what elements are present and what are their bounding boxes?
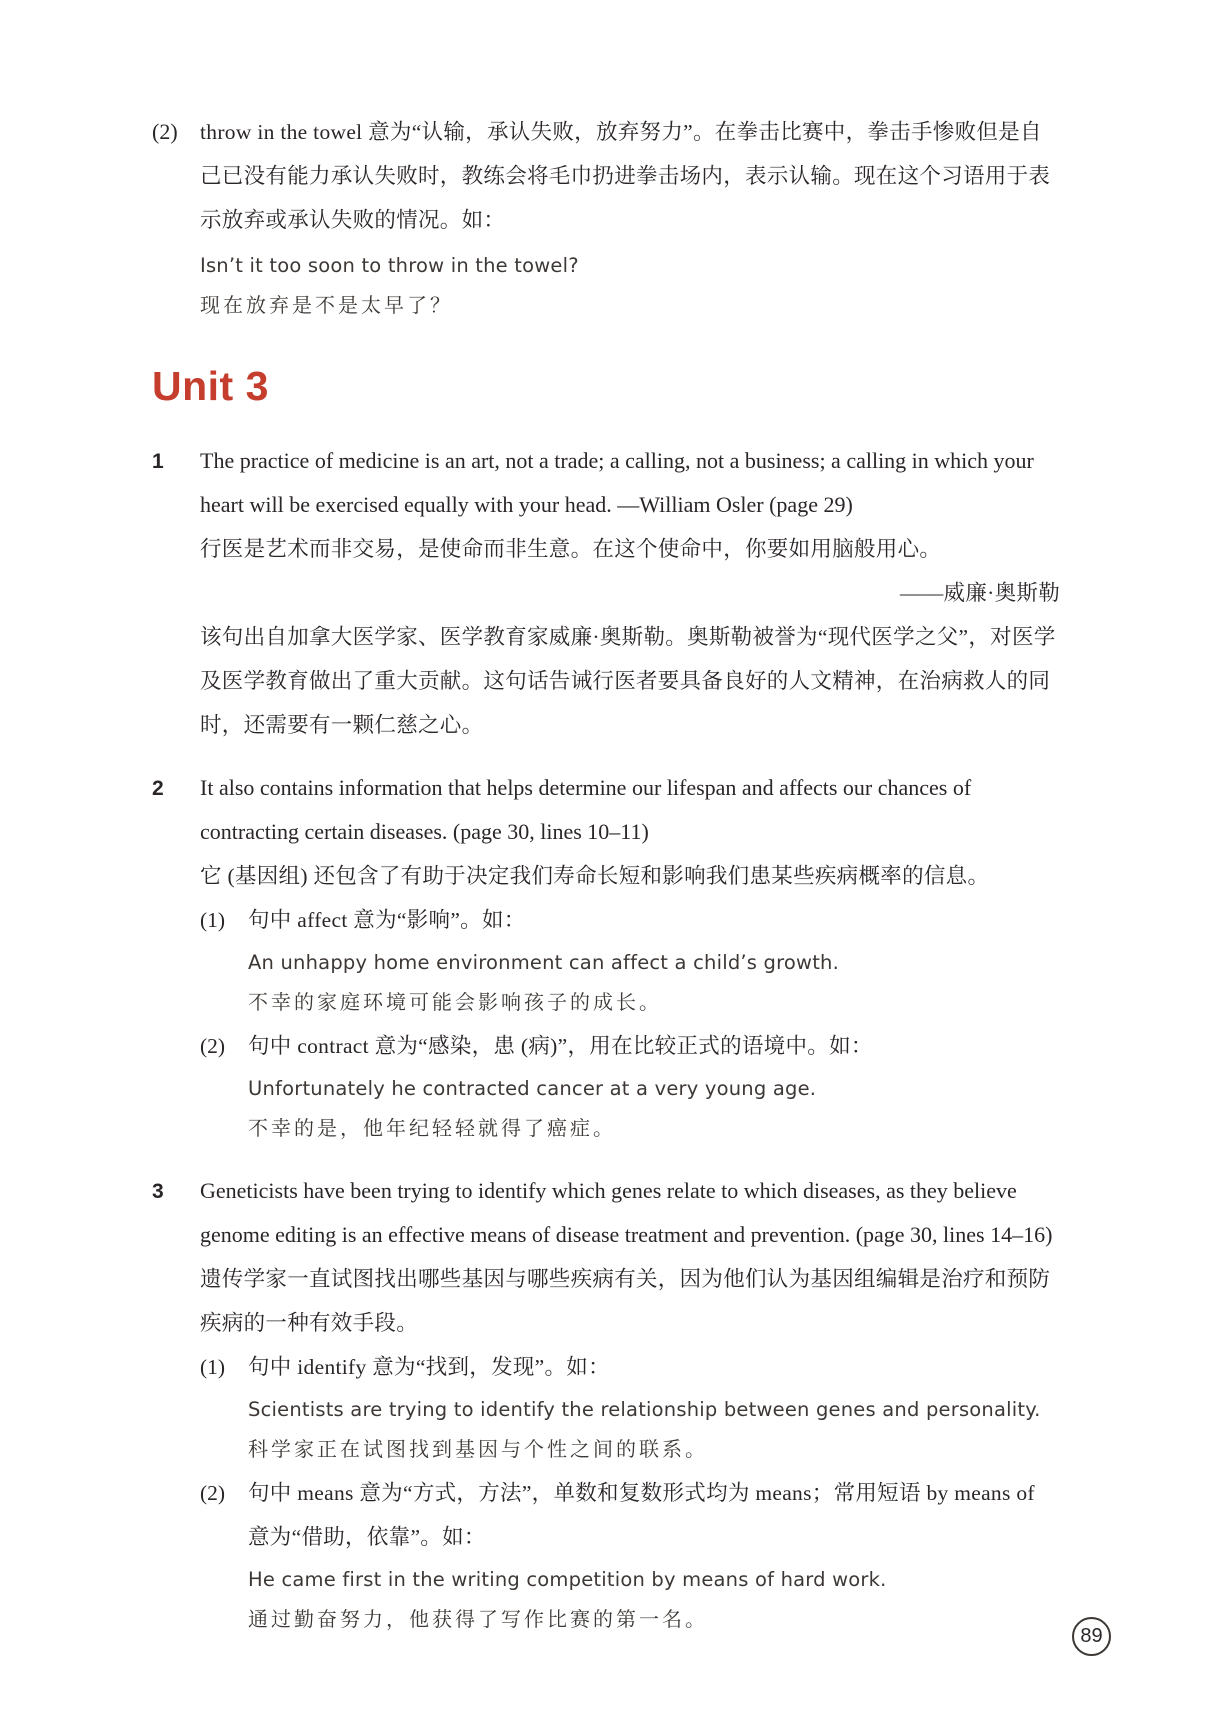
subitem-body bbox=[248, 898, 1060, 1024]
example-sentence-en: Scientists are trying to identify the relationship between genes and personality. bbox=[248, 1398, 1041, 1421]
quote-chinese: 它 (基因组) 还包含了有助于决定我们寿命长短和影响我们患某些疾病概率的信息。 bbox=[200, 864, 990, 888]
subitem-2 bbox=[200, 1471, 1060, 1641]
example-sentence-en: Isn’t it too soon to throw in the towel? bbox=[200, 254, 579, 277]
item-1-body bbox=[200, 439, 1060, 747]
word-explanation: 句中 identify 意为“找到，发现”。如： bbox=[248, 1355, 610, 1379]
example-sentence-en: An unhappy home environment can affect a child’s growth. bbox=[248, 951, 840, 974]
quote-chinese: 遗传学家一直试图找出哪些基因与哪些疾病有关，因为他们认为基因组编辑是治疗和预防疾病的一种有效手段。 bbox=[200, 1267, 1051, 1335]
subitem-marker: (1) bbox=[200, 908, 226, 932]
item-2 bbox=[152, 766, 1060, 1150]
item-3 bbox=[152, 1169, 1060, 1641]
subitem-marker: (2) bbox=[200, 1034, 226, 1058]
word-explanation: 句中 affect 意为“影响”。如： bbox=[248, 908, 526, 932]
item-2-body bbox=[200, 766, 1060, 1150]
quote-english: The practice of medicine is an art, not a trade; a calling, not a business; a calling in which your heart will be exercised equally with your head. —William Osler (page 29) bbox=[200, 448, 1034, 517]
item-1 bbox=[152, 439, 1060, 747]
subitem-body bbox=[248, 1024, 1060, 1150]
example-sentence-zh: 通过勤奋努力，他获得了写作比赛的第一名。 bbox=[248, 1609, 708, 1631]
carryover-item-2 bbox=[152, 110, 1060, 327]
subitem-1 bbox=[200, 1345, 1060, 1471]
example-sentence-zh: 科学家正在试图找到基因与个性之间的联系。 bbox=[248, 1439, 708, 1461]
item-3-body bbox=[200, 1169, 1060, 1641]
page-content bbox=[152, 110, 1060, 1660]
item-number: 1 bbox=[152, 450, 164, 473]
quote-chinese: 行医是艺术而非交易，是使命而非生意。在这个使命中，你要如用脑般用心。 bbox=[200, 537, 942, 561]
subitem-body bbox=[248, 1471, 1060, 1641]
explanation-text: throw in the towel 意为“认输，承认失败，放弃努力”。在拳击比赛中，拳击手惨败但是自己已没有能力承认失败时，教练会将毛巾扔进拳击场内，表示认输。现在这个习语用于表示放弃或承认失败的情况。如： bbox=[200, 120, 1051, 232]
subitem-body bbox=[248, 1345, 1060, 1471]
example-sentence-zh: 不幸的家庭环境可能会影响孩子的成长。 bbox=[248, 992, 662, 1014]
example-sentence-zh: 现在放弃是不是太早了？ bbox=[200, 295, 453, 317]
quote-english: It also contains information that helps determine our lifespan and affects our chances of contracting certain diseases. (page 30, lines 10–11) bbox=[200, 775, 972, 844]
item-number: 2 bbox=[152, 777, 164, 800]
example-sentence-en: Unfortunately he contracted cancer at a very young age. bbox=[248, 1077, 817, 1100]
subitem-marker: (1) bbox=[200, 1355, 226, 1379]
page-number: 89 bbox=[1080, 1625, 1103, 1647]
quote-english: Geneticists have been trying to identify which genes relate to which diseases, as they believe genome editing is an effective means of disease treatment and prevention. (page 30, lines 14–16) bbox=[200, 1178, 1053, 1247]
word-explanation: 句中 means 意为“方式，方法”，单数和复数形式均为 means；常用短语 by means of 意为“借助，依靠”。如： bbox=[248, 1481, 1035, 1549]
word-explanation: 句中 contract 意为“感染，患 (病)”，用在比较正式的语境中。如： bbox=[248, 1034, 873, 1058]
explanation-note: 该句出自加拿大医学家、医学教育家威廉·奥斯勒。奥斯勒被誉为“现代医学之父”，对医学及医学教育做出了重大贡献。这句话告诫行医者要具备良好的人文精神，在治病救人的同时，还需要有一颗仁慈之心。 bbox=[200, 625, 1056, 737]
example-sentence-zh: 不幸的是，他年纪轻轻就得了癌症。 bbox=[248, 1118, 616, 1140]
subitem-2 bbox=[200, 1024, 1060, 1150]
subitem-marker: (2) bbox=[200, 1481, 226, 1505]
page-number-badge bbox=[1072, 1617, 1111, 1656]
example-sentence-en: He came first in the writing competition by means of hard work. bbox=[248, 1568, 887, 1591]
unit-heading: Unit 3 bbox=[152, 363, 269, 409]
list-marker: (2) bbox=[152, 119, 178, 144]
subitem-1 bbox=[200, 898, 1060, 1024]
quote-attribution: ——威廉·奥斯勒 bbox=[899, 581, 1060, 605]
carryover-body bbox=[200, 110, 1060, 327]
item-number: 3 bbox=[152, 1180, 164, 1203]
